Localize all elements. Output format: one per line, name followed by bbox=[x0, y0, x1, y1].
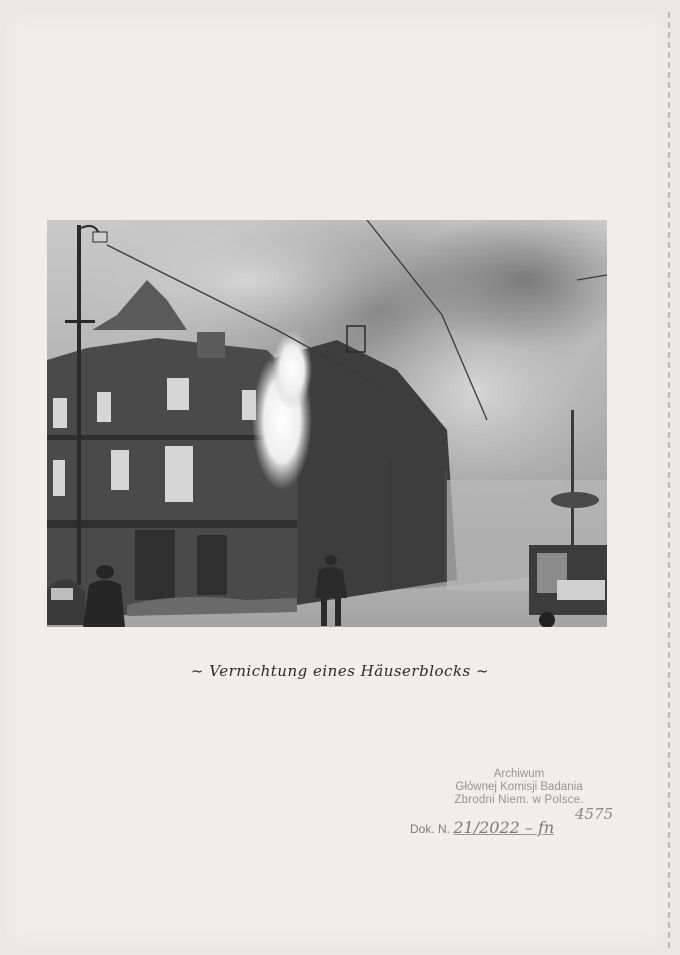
truck-right bbox=[529, 545, 607, 627]
stamp-line-crimes: Zbrodni Niem. w Polsce. bbox=[454, 794, 584, 806]
photo-rendering bbox=[47, 220, 607, 627]
stamp-line-commission: Głównej Komisji Badania bbox=[455, 781, 583, 793]
photo-caption: ~ Vernichtung eines Häuserblocks ~ bbox=[190, 662, 490, 680]
doc-handwritten-extra: 4575 bbox=[575, 805, 614, 823]
document-number bbox=[410, 818, 554, 837]
doc-handwritten-number: 21/2022 – fn bbox=[453, 818, 555, 837]
stamp-line-archive: Archiwum bbox=[493, 768, 545, 780]
archival-photograph bbox=[47, 220, 607, 627]
doc-label: Dok. N. bbox=[410, 822, 451, 836]
archive-stamp bbox=[404, 768, 634, 807]
